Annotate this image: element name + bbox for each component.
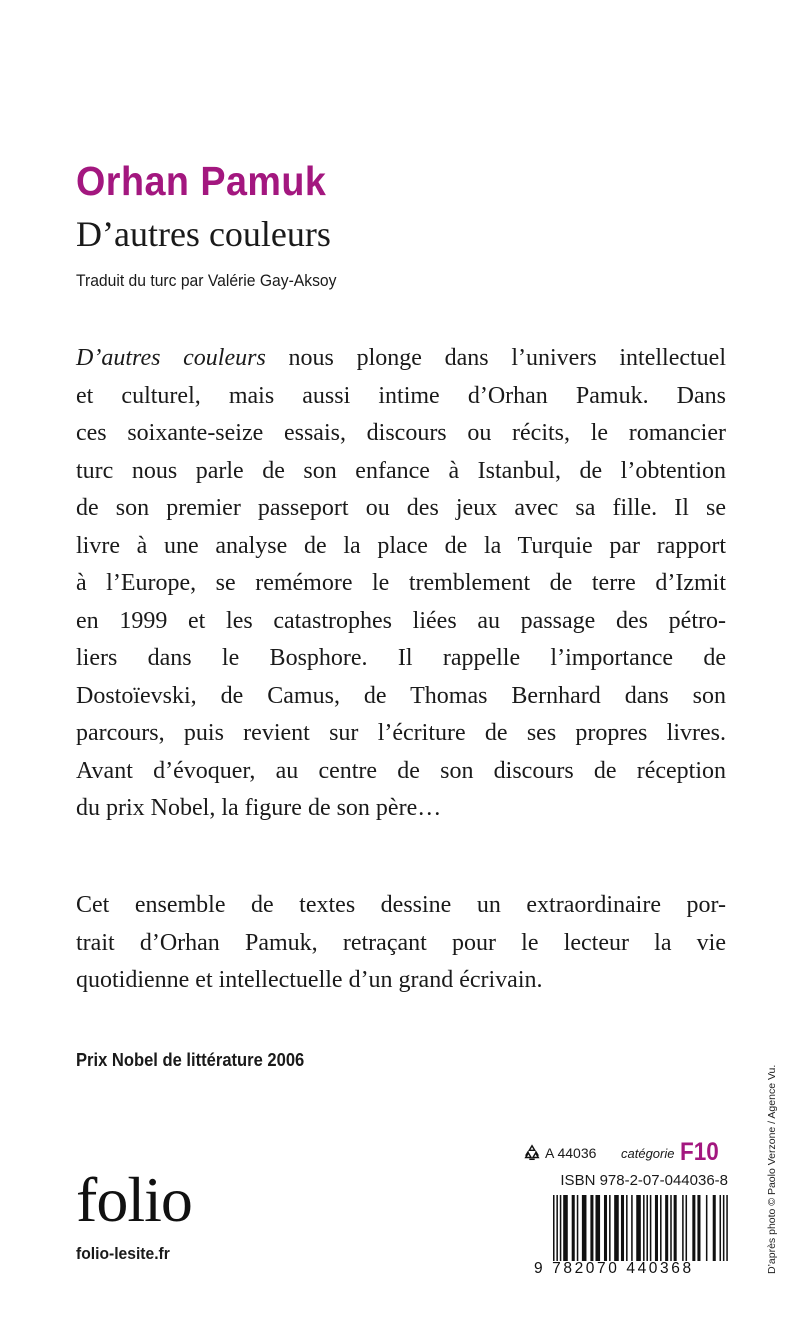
barcode-bar	[670, 1195, 672, 1261]
blurb-line: à l’Europe, se remémore le tremblement de terre d’Izmit	[76, 570, 726, 596]
barcode-bar	[595, 1195, 600, 1261]
blurb-line: Avant d’évoquer, au centre de son discours de réception	[76, 757, 726, 784]
recycle-symbol-icon	[523, 1144, 541, 1162]
blurb-line: en 1999 et les catastrophes liées au passage des pétro-	[76, 607, 726, 634]
nobel-prize-note: Prix Nobel de littérature 2006	[76, 1050, 305, 1070]
barcode-bar	[553, 1195, 555, 1261]
barcode-bar	[692, 1195, 695, 1261]
blurb-line: turc nous parle de son enfance à Istanbul, de l’obtention	[76, 457, 726, 484]
barcode-bar	[643, 1195, 645, 1261]
blurb-line-text: nous plonge dans l’univers intellectuel	[265, 345, 726, 371]
blurb-line: de son premier passeport ou des jeux avec sa fille. Il se	[76, 495, 726, 521]
barcode-bar	[556, 1195, 558, 1261]
photo-credit-text: D’après photo © Paolo Verzone / Agence Vu.	[766, 1064, 778, 1274]
blurb-line: quotidienne et intellectuelle d’un grand écrivain.	[76, 967, 543, 993]
barcode-bar	[626, 1195, 628, 1261]
barcode-bar	[723, 1195, 725, 1261]
barcode-bar	[614, 1195, 619, 1261]
blurb-line: Dostoïevski, de Camus, de Thomas Bernhard dans son	[76, 682, 726, 709]
barcode-bar	[650, 1195, 652, 1261]
blurb-line: livre à une analyse de la place de la Turquie par rapport	[76, 532, 726, 559]
book-title: D’autres couleurs	[76, 214, 331, 254]
blurb-line: liers dans le Bosphore. Il rappelle l’importance de	[76, 645, 726, 671]
barcode-bar	[563, 1195, 568, 1261]
barcode-bar	[706, 1195, 708, 1261]
barcode-bar	[609, 1195, 611, 1261]
barcode-bar	[572, 1195, 575, 1261]
blurb-line	[76, 340, 726, 378]
blurb-line: et culturel, mais aussi intime d’Orhan Pamuk. Dans	[76, 382, 726, 409]
barcode-bar	[660, 1195, 662, 1261]
barcode-bar	[621, 1195, 624, 1261]
isbn-number: ISBN 978-2-07-044036-8	[560, 1172, 728, 1189]
blurb-line: Cet ensemble de textes dessine un extraordinaire por-	[76, 892, 726, 918]
barcode-digits: 9 782070 440368	[534, 1260, 694, 1277]
barcode-bar	[697, 1195, 700, 1261]
blurb-paragraph-1	[76, 340, 726, 828]
barcode	[553, 1195, 728, 1261]
barcode-bar	[604, 1195, 607, 1261]
barcode-bar	[636, 1195, 641, 1261]
category-label: catégorie	[621, 1146, 675, 1161]
photo-credit	[766, 1024, 780, 1274]
author-name: Orhan Pamuk	[76, 158, 327, 204]
barcode-bar	[686, 1195, 688, 1261]
blurb-line: parcours, puis revient sur l’écriture de ses propres livres.	[76, 720, 726, 746]
publisher-website: folio-lesite.fr	[76, 1244, 170, 1263]
barcode-bar	[682, 1195, 684, 1261]
barcode-bar	[665, 1195, 668, 1261]
blurb-title-italic: D’autres couleurs	[76, 345, 266, 371]
blurb-line: trait d’Orhan Pamuk, retraçant pour le lecteur la vie	[76, 929, 726, 956]
barcode-bar	[674, 1195, 677, 1261]
category-code: F10	[680, 1138, 719, 1166]
barcode-bar	[713, 1195, 716, 1261]
barcode-bar	[631, 1195, 633, 1261]
barcode-bar	[560, 1195, 562, 1261]
barcode-bar	[720, 1195, 722, 1261]
folio-logo: folio	[76, 1164, 192, 1235]
barcode-bar	[655, 1195, 658, 1261]
barcode-bar	[577, 1195, 579, 1261]
barcode-bar	[646, 1195, 648, 1261]
barcode-bar	[582, 1195, 587, 1261]
blurb-paragraph-2	[76, 887, 726, 1000]
blurb-line: du prix Nobel, la figure de son père…	[76, 795, 442, 821]
barcode-bar	[590, 1195, 593, 1261]
code-row	[523, 1140, 728, 1166]
product-codes	[523, 1140, 728, 1275]
translator-credit: Traduit du turc par Valérie Gay-Aksoy	[76, 272, 337, 290]
blurb-line: ces soixante-seize essais, discours ou récits, le romancier	[76, 420, 726, 446]
barcode-bar	[726, 1195, 728, 1261]
article-number: A 44036	[545, 1145, 597, 1161]
